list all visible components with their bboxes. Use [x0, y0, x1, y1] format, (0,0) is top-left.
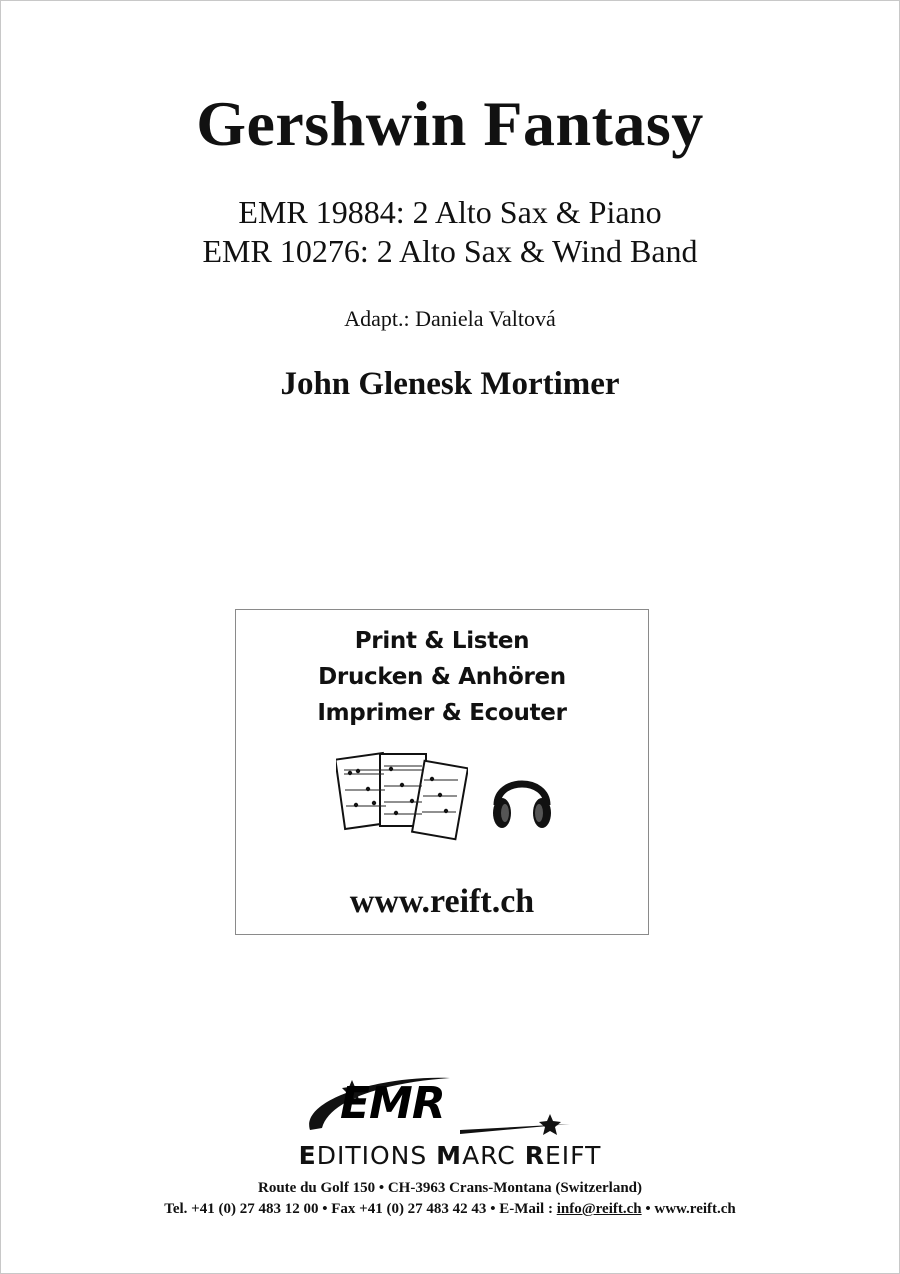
email-link[interactable]: info@reift.ch: [556, 1201, 642, 1217]
sheet-music-icon: [336, 750, 468, 845]
fax-number: Fax +41 (0) 27 483 42 43: [331, 1201, 487, 1217]
promo-line-german: Drucken & Anhören: [318, 664, 566, 690]
emr-logo-text: EMR: [340, 1078, 445, 1129]
phone-number: Tel. +41 (0) 27 483 12 00: [164, 1201, 319, 1217]
composer-name: John Glenesk Mortimer: [280, 366, 620, 402]
page-title: Gershwin Fantasy: [196, 88, 704, 159]
print-listen-box: [235, 609, 649, 935]
website-link[interactable]: www.reift.ch: [654, 1201, 736, 1217]
headphones-icon: [489, 765, 555, 835]
promo-line-french: Imprimer & Ecouter: [317, 700, 567, 726]
adaptation-credit: Adapt.: Daniela Valtová: [344, 306, 556, 331]
promo-line-english: Print & Listen: [354, 628, 530, 654]
publisher-address: Route du Golf 150 • CH-3963 Crans-Montana (Switzerland): [258, 1180, 642, 1196]
email-label: E-Mail :: [499, 1201, 553, 1217]
publisher-name: EDITIONS MARC REIFT: [298, 1141, 602, 1170]
promo-website[interactable]: www.reift.ch: [349, 883, 535, 920]
edition-line-2: EMR 10276: 2 Alto Sax & Wind Band: [202, 233, 698, 269]
contact-line: Tel. +41 (0) 27 483 12 00 • Fax +41 (0) 27 483 42 43 • E-Mail : info@reift.ch • www.reift.ch: [164, 1201, 736, 1217]
edition-line-1: EMR 19884: 2 Alto Sax & Piano: [238, 194, 662, 230]
